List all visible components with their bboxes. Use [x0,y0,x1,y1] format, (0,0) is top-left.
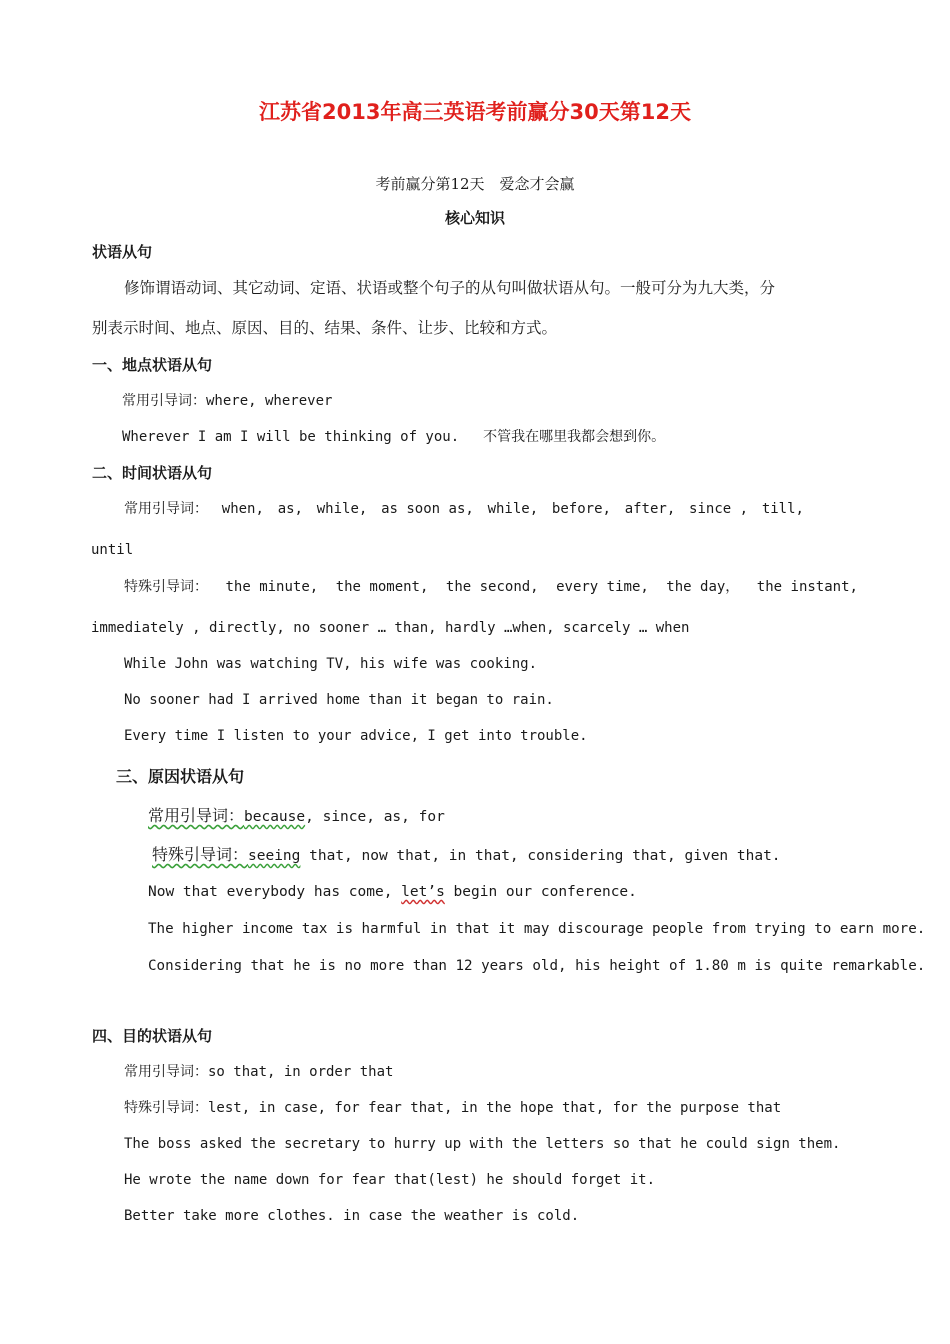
section-2-special-cont: immediately , directly, no sooner … than, hardly …when, scarcely … when [91,620,690,636]
section-3-example-1-part: let’s [401,884,445,900]
section-3-special [152,845,781,866]
section-2-example-3: Every time I listen to your advice, I get into trouble. [124,728,588,744]
section-4-heading: 四、目的状语从句 [92,1027,213,1045]
section-2-special-word: every time, [556,579,649,595]
section-2-common-label: 常用引导词： [124,501,208,517]
section-2-common-word: as, [277,501,303,517]
section-2-heading: 二、时间状语从句 [92,464,213,482]
section-3-common-rest: , since, as, for [305,809,445,825]
section-3-special-first: seeing [248,848,301,864]
section-2-common-word: when, [221,501,264,517]
section-2-common-cont: until [91,542,134,558]
section-3-example-1-part: begin our conference. [444,884,637,900]
section-4-common: 常用引导词：so that, in order that [124,1064,394,1080]
section-2-common-word: before, [551,501,611,517]
section-2-example-2: No sooner had I arrived home than it began to rain. [124,692,554,708]
section-2-common [124,499,804,519]
document-subtitle: 考前赢分第12天 爱念才会赢 [375,175,575,193]
section-4-example-3: Better take more clothes. in case the weather is cold. [124,1208,580,1224]
section-4-example-2: He wrote the name down for fear that(lest) he should forget it. [124,1172,656,1188]
section-2-special-word: the moment, [335,579,429,595]
section-3-example-2: The higher income tax is harmful in that it may discourage people from trying to earn more. [148,921,926,937]
section-2-special-word: the minute, [225,579,319,595]
section-2-example-1: While John was watching TV, his wife was cooking. [124,656,538,672]
section-3-example-3: Considering that he is no more than 12 years old, his height of 1.80 m is quite remarkable. [148,958,926,974]
section-2-special-label: 特殊引导词： [124,579,208,595]
section-3-special-rest: that, now that, in that, considering that, given that. [300,848,781,864]
section-3-common [148,806,445,827]
section-2-special [124,577,858,597]
topic-heading: 状语从句 [92,243,153,261]
section-1-example-1 [122,427,665,447]
document-title: 江苏省2013年高三英语考前赢分30天第12天 [259,100,691,124]
section-2-special-word: the instant, [756,579,858,595]
intro-line-1: 修饰谓语动词、其它动词、定语、状语或整个句子的从句叫做状语从句。一般可分为九大类，分 [124,279,776,297]
section-1-example-1-cn: 不管我在哪里我都会想到你。 [483,429,666,445]
section-1-common: 常用引导词：where, wherever [122,393,333,409]
section-1-heading: 一、地点状语从句 [92,356,213,374]
core-heading: 核心知识 [444,209,505,227]
section-3-common-first: because [244,809,306,825]
section-4-special: 特殊引导词：lest, in case, for fear that, in the hope that, for the purpose that [124,1100,782,1116]
section-3-heading: 三、原因状语从句 [116,767,245,786]
section-2-special-word: the day， [666,579,740,595]
section-3-example-1 [148,882,637,902]
section-2-common-word: since , [689,501,749,517]
section-2-common-word: while, [487,501,539,517]
section-3-common-label: 常用引导词： [148,806,245,825]
section-4-example-1: The boss asked the secretary to hurry up with the letters so that he could sign them. [124,1136,841,1152]
section-2-common-word: after, [624,501,676,517]
section-3-example-1-part: Now that everybody has come, [148,884,402,900]
intro-line-2: 别表示时间、地点、原因、目的、结果、条件、让步、比较和方式。 [92,319,558,337]
section-1-example-1-en: Wherever I am I will be thinking of you. [122,429,460,445]
section-2-common-word: as soon as, [381,501,474,517]
section-2-common-word: while, [316,501,368,517]
section-2-common-word: till, [761,501,804,517]
section-2-special-word: the second, [445,579,539,595]
section-3-special-label: 特殊引导词： [152,845,249,864]
